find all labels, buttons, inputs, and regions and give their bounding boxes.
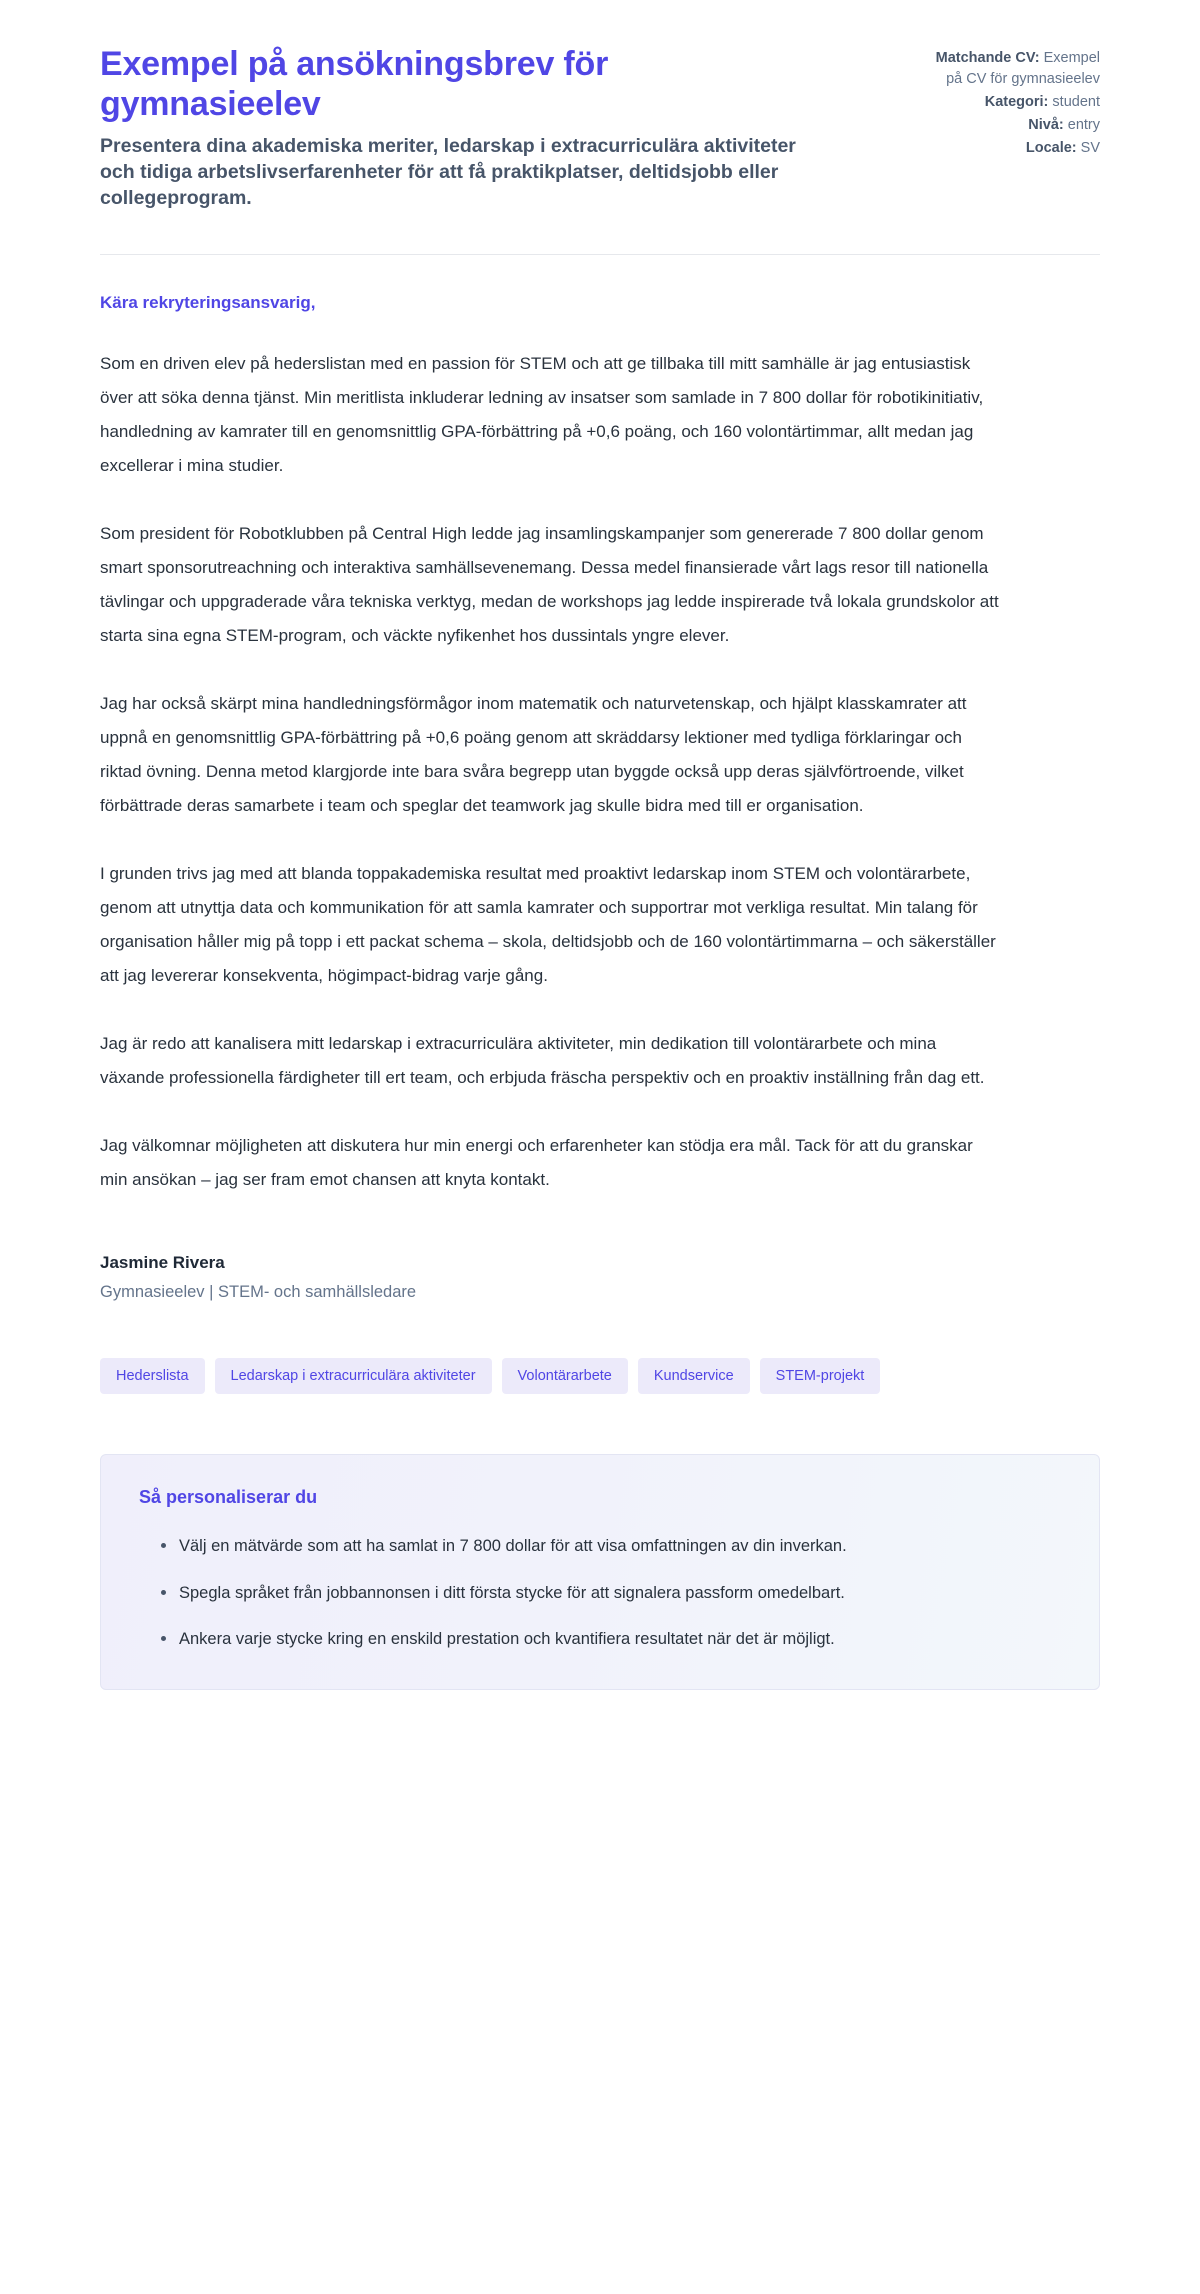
metadata-locale-label: Locale:	[1025, 140, 1077, 157]
callout-tip-item: Spegla språket från jobbannonsen i ditt första stycke för att signalera passform omedelbart.	[161, 1577, 1049, 1609]
metadata-panel	[920, 44, 1100, 161]
page-subtitle: Presentera dina akademiska meriter, ledarskap i extracurriculära aktiviteter och tidiga arbetslivserfarenheter för att få praktikplatser, deltidsjobb eller collegeprogram.	[100, 135, 796, 210]
page-title: Exempel på ansökningsbrev för gymnasieelev	[100, 45, 609, 124]
letter-signature	[100, 1253, 1100, 1302]
document-header	[100, 44, 1100, 212]
tag-chip[interactable]: Volontärarbete	[502, 1358, 628, 1395]
metadata-matching-cv-label: Matchande CV:	[935, 50, 1040, 66]
callout-title: Så personaliserar du	[139, 1487, 318, 1508]
letter-paragraph: Som president för Robotklubben på Central High ledde jag insamlingskampanjer som genererade 7 800 dollar genom smart sponsorutreachning och interaktiva samhällsevenemang. Dessa medel finansierade vårt lags resor till nationella tävlingar och uppgraderade våra tekniska verktyg, medan de workshops jag ledde inspirerade två lokala grundskolor att starta sina egna STEM-program, och väckte nyfikenhet hos dussintals yngre elever.	[100, 523, 999, 645]
metadata-category	[920, 92, 1100, 113]
metadata-level-value: entry	[1067, 117, 1100, 134]
header-title-block	[100, 44, 800, 212]
letter-paragraph: Jag har också skärpt mina handledningsförmågor inom matematik och naturvetenskap, och hjälpt klasskamrater att uppnå en genomsnittlig GPA-förbättring på +0,6 poäng genom att skräddarsy lektioner med tydliga förklaringar och riktad övning. Denna metod klargjorde inte bara svåra begrepp utan byggde också upp deras självförtroende, vilket förbättrade deras samarbete i team och speglar det teamwork jag skulle bidra med till er organisation.	[100, 693, 967, 815]
letter-paragraph: Som en driven elev på hederslistan med en passion för STEM och att ge tillbaka till mitt samhälle är jag entusiastisk över att söka denna tjänst. Min meritlista inkluderar ledning av insatser som samlade in 7 800 dollar för robotikinitiativ, handledning av kamrater till en genomsnittlig GPA-förbättring på +0,6 poäng, och 160 volontärtimmar, allt medan jag excellerar i mina studier.	[100, 353, 984, 475]
metadata-locale-value: SV	[1080, 140, 1100, 157]
callout-tip-item: Ankera varje stycke kring en enskild prestation och kvantifiera resultatet när det är möjligt.	[161, 1623, 1049, 1655]
signature-name: Jasmine Rivera	[100, 1252, 225, 1272]
letter-paragraph: I grunden trivs jag med att blanda toppakademiska resultat med proaktivt ledarskap inom STEM och volontärarbete, genom att utnyttja data och kommunikation för att samla kamrater och supportrar mot verkliga resultat. Min talang för organisation håller mig på topp i ett packat schema – skola, deltidsjobb och de 160 volontärtimmarna – och säkerställer att jag levererar konsekventa, högimpact-bidrag varje gång.	[100, 863, 996, 985]
callout-tip-list	[139, 1530, 1061, 1655]
tag-chip[interactable]: STEM-projekt	[760, 1358, 881, 1395]
signature-role: Gymnasieelev | STEM- och samhällsledare	[100, 1282, 417, 1301]
letter-paragraph: Jag är redo att kanalisera mitt ledarskap i extracurriculära aktiviteter, min dedikation till volontärarbete och mina växande professionella färdigheter till ert team, och erbjuda fräscha perspektiv och en proaktiv inställning från dag ett.	[100, 1033, 985, 1087]
metadata-locale	[920, 138, 1100, 159]
metadata-matching-cv	[920, 48, 1100, 90]
tag-list	[100, 1358, 1100, 1395]
metadata-level-label: Nivå:	[1028, 117, 1064, 134]
tag-chip[interactable]: Ledarskap i extracurriculära aktiviteter	[215, 1358, 492, 1395]
letter-paragraph: Jag välkomnar möjligheten att diskutera hur min energi och erfarenheter kan stödja era mål. Tack för att du granskar min ansökan – jag ser fram emot chansen att knyta kontakt.	[100, 1135, 973, 1189]
letter-salutation: Kära rekryteringsansvarig,	[100, 292, 316, 312]
callout-tip-item: Välj en mätvärde som att ha samlat in 7 800 dollar för att visa omfattningen av din inverkan.	[161, 1530, 1049, 1562]
tag-chip[interactable]: Kundservice	[638, 1358, 750, 1395]
tag-chip[interactable]: Hederslista	[100, 1358, 205, 1395]
metadata-level	[920, 115, 1100, 136]
cover-letter-body	[100, 255, 1100, 1302]
metadata-category-label: Kategori:	[984, 94, 1049, 111]
metadata-matching-cv-value: Exempel på CV för gymnasieelev	[946, 50, 1100, 88]
personalization-callout	[100, 1454, 1100, 1690]
metadata-category-value: student	[1052, 94, 1100, 111]
